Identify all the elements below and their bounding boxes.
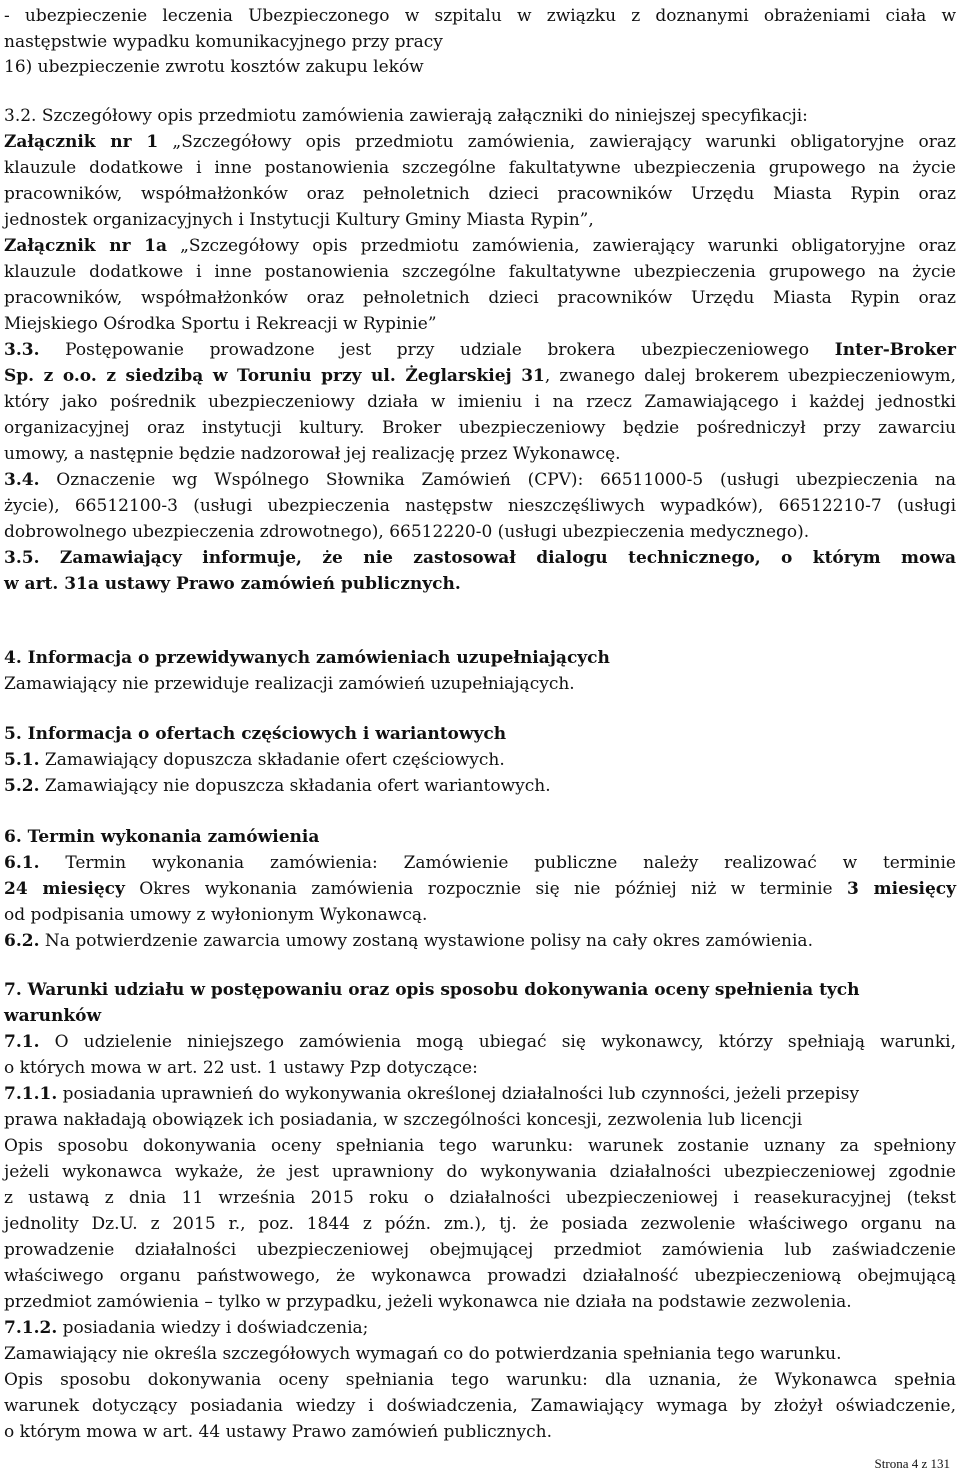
text-span: 16) ubezpieczenie zwrotu kosztów zakupu leków [4, 57, 424, 77]
bold-text: Załącznik nr 1a [4, 236, 167, 256]
text-line [4, 1055, 478, 1081]
page-number: Strona 4 z 131 [874, 1456, 950, 1471]
bold-text: 3.3. [4, 340, 40, 360]
text-line [4, 671, 575, 697]
text-line [4, 645, 610, 671]
text-line [4, 441, 621, 467]
text-line [4, 155, 956, 181]
text-line [4, 259, 956, 285]
text-span: warunek dotyczący posiadania wiedzy i doświadczenia, Zamawiający wymaga by złożył oświadczenie, [4, 1396, 956, 1416]
text-line [4, 1289, 852, 1315]
bold-text: 5.1. [4, 750, 40, 770]
text-span: Zamawiający nie przewiduje realizacji zamówień uzupełniających. [4, 674, 575, 694]
text-span: „Szczegółowy opis przedmiotu zamówienia, zawierający warunki obligatoryjne oraz [158, 132, 956, 152]
text-span: przedmiot zamówienia – tylko w przypadku, jeżeli wykonawca nie działa na podstawie zezwolenia. [4, 1292, 852, 1312]
text-span: dobrowolnego ubezpieczenia zdrowotnego), 66512220-0 (usługi ubezpieczenia medycznego). [4, 522, 810, 542]
text-line [4, 1393, 956, 1419]
text-line [4, 129, 956, 155]
bold-text: 3.5. Zamawiający informuje, że nie zastosował dialogu technicznego, o którym mowa [4, 548, 956, 568]
text-line [4, 850, 956, 876]
text-span: Zamawiający nie określa szczegółowych wymagań co do potwierdzania spełniania tego warunku. [4, 1344, 842, 1364]
text-span: organizacyjnej oraz instytucji kultury. Broker ubezpieczeniowy będzie pośredniczył przy zawarciu [4, 418, 956, 438]
text-line [4, 824, 319, 850]
bold-text: 5.2. [4, 776, 40, 796]
text-span: umowy, a następnie będzie nadzorował jej realizację przez Wykonawcę. [4, 444, 621, 464]
text-span: pracowników, współmałżonków oraz pełnoletnich dzieci pracowników Urzędu Miasta Rypin oraz [4, 288, 956, 308]
bold-text: Załącznik nr 1 [4, 132, 159, 152]
text-span: klauzule dodatkowe i inne postanowienia szczególne fakultatywne ubezpieczenia grupowego na życie [4, 262, 956, 282]
text-span: Opis sposobu dokonywania oceny spełniania tego warunku: warunek zostanie uznany za spełniony [4, 1136, 956, 1156]
text-line [4, 1081, 859, 1107]
text-line [4, 29, 443, 55]
text-span: Zamawiający nie dopuszcza składania ofert wariantowych. [39, 776, 551, 796]
text-line [4, 311, 437, 337]
text-span: prowadzenie działalności ubezpieczeniowej obejmującej przedmiot zamówienia lub zaświadczenie [4, 1240, 956, 1260]
text-line [4, 928, 813, 954]
text-span: Okres wykonania zamówienia rozpocznie się nie później niż w terminie [124, 879, 847, 899]
bold-text: 3 miesięcy [846, 879, 957, 899]
text-span: pracowników, współmałżonków oraz pełnoletnich dzieci pracowników Urzędu Miasta Rypin oraz [4, 184, 956, 204]
text-span: 3.2. Szczegółowy opis przedmiotu zamówienia zawierają załączniki do niniejszej specyfikacji: [4, 106, 808, 126]
text-line [4, 977, 860, 1003]
text-span: jednostek organizacyjnych i Instytucji Kultury Gminy Miasta Rypin”, [4, 210, 594, 230]
text-span: posiadania wiedzy i doświadczenia; [57, 1318, 369, 1338]
text-line [4, 337, 956, 363]
text-span: Miejskiego Ośrodka Sportu i Rekreacji w Rypinie” [4, 314, 437, 334]
text-span: właściwego organu państwowego, że wykonawca prowadzi działalność ubezpieczeniową obejmującą [4, 1266, 956, 1286]
text-line [4, 54, 424, 80]
text-line [4, 493, 956, 519]
text-line [4, 1263, 956, 1289]
text-line [4, 1029, 956, 1055]
bold-text: 4. Informacja o przewidywanych zamówieniach uzupełniających [4, 648, 610, 668]
text-span: z ustawą z dnia 11 września 2015 roku o działalności ubezpieczeniowej i reasekuracyjnej (tekst [4, 1188, 956, 1208]
text-line [4, 415, 956, 441]
bold-text: 7.1. [4, 1032, 40, 1052]
text-line [4, 876, 956, 902]
bold-text: 6.2. [4, 931, 40, 951]
text-line [4, 181, 956, 207]
text-line [4, 571, 461, 597]
text-line [4, 747, 505, 773]
text-line [4, 1185, 956, 1211]
bold-text: warunków [4, 1006, 102, 1026]
text-line [4, 1341, 842, 1367]
text-line [4, 1315, 368, 1341]
bold-text: w art. 31a ustawy Prawo zamówień publicznych. [4, 574, 461, 594]
text-line [4, 285, 956, 311]
text-line [4, 1211, 956, 1237]
text-span: życie), 66512100-3 (usługi ubezpieczenia następstw nieszczęśliwych wypadków), 66512210-7 (usługi [4, 496, 956, 516]
text-line [4, 1107, 802, 1133]
text-line [4, 519, 809, 545]
text-line [4, 207, 594, 233]
text-line [4, 103, 808, 129]
text-span: Oznaczenie wg Wspólnego Słownika Zamówień (CPV): 66511000-5 (usługi ubezpieczenia na [39, 470, 956, 490]
text-line [4, 1159, 956, 1185]
text-line [4, 1237, 956, 1263]
text-span: Opis sposobu dokonywania oceny spełniania tego warunku: dla uznania, że Wykonawca spełnia [4, 1370, 956, 1390]
bold-text: 7. Warunki udziału w postępowaniu oraz opis sposobu dokonywania oceny spełnienia tych [4, 980, 860, 1000]
bold-text: Inter-Broker [834, 340, 956, 360]
text-span: Na potwierdzenie zawarcia umowy zostaną wystawione polisy na cały okres zamówienia. [39, 931, 813, 951]
text-line [4, 467, 956, 493]
text-span: o którym mowa w art. 44 ustawy Prawo zamówień publicznych. [4, 1422, 553, 1442]
text-span: klauzule dodatkowe i inne postanowienia szczególne fakultatywne ubezpieczenia grupowego na życie [4, 158, 956, 178]
bold-text: 7.1.1. [4, 1084, 58, 1104]
bold-text: 5. Informacja o ofertach częściowych i wariantowych [4, 724, 507, 744]
text-line [4, 1133, 956, 1159]
text-span: od podpisania umowy z wyłonionym Wykonawcą. [4, 905, 428, 925]
bold-text: 3.4. [4, 470, 40, 490]
bold-text: 24 miesięcy [4, 879, 125, 899]
text-span: „Szczegółowy opis przedmiotu zamówienia, zawierający warunki obligatoryjne oraz [167, 236, 956, 256]
bold-text: 7.1.2. [4, 1318, 58, 1338]
text-span: który jako pośrednik ubezpieczeniowy działa w imieniu i na rzecz Zamawiającego i każdej jednostki [4, 392, 956, 412]
text-line [4, 1419, 552, 1445]
text-span: Postępowanie prowadzone jest przy udziale brokera ubezpieczeniowego [39, 340, 835, 360]
text-span: , zwanego dalej brokerem ubezpieczeniowym, [544, 366, 956, 386]
text-span: o których mowa w art. 22 ust. 1 ustawy Pzp dotyczące: [4, 1058, 478, 1078]
text-line [4, 902, 427, 928]
text-span: jednolity Dz.U. z 2015 r., poz. 1844 z późn. zm.), tj. że posiada zezwolenie właściwego organu na [4, 1214, 956, 1234]
text-span: prawa nakładają obowiązek ich posiadania, w szczególności koncesji, zezwolenia lub licencji [4, 1110, 803, 1130]
text-span: Termin wykonania zamówienia: Zamówienie publiczne należy realizować w terminie [39, 853, 956, 873]
bold-text: 6. Termin wykonania zamówienia [4, 827, 320, 847]
text-span: - ubezpieczenie leczenia Ubezpieczonego w szpitalu w związku z doznanymi obrażeniami ciała w [4, 6, 956, 26]
text-line [4, 389, 956, 415]
text-span: jeżeli wykonawca wykaże, że jest uprawniony do wykonywania działalności ubezpieczeniowej zgodnie [4, 1162, 956, 1182]
text-line [4, 363, 956, 389]
text-line [4, 721, 506, 747]
text-line [4, 233, 956, 259]
text-line [4, 773, 551, 799]
text-line [4, 1367, 956, 1393]
text-span: posiadania uprawnień do wykonywania określonej działalności lub czynności, jeżeli przepisy [57, 1084, 860, 1104]
text-line [4, 3, 956, 29]
text-span: O udzielenie niniejszego zamówienia mogą ubiegać się wykonawcy, którzy spełniają warunki, [39, 1032, 956, 1052]
bold-text: 6.1. [4, 853, 40, 873]
text-line [4, 545, 956, 571]
bold-text: Sp. z o.o. z siedzibą w Toruniu przy ul. Żeglarskiej 31 [4, 366, 545, 386]
text-span: następstwie wypadku komunikacyjnego przy pracy [4, 32, 443, 52]
text-line [4, 1003, 101, 1029]
text-span: Zamawiający dopuszcza składanie ofert częściowych. [39, 750, 505, 770]
